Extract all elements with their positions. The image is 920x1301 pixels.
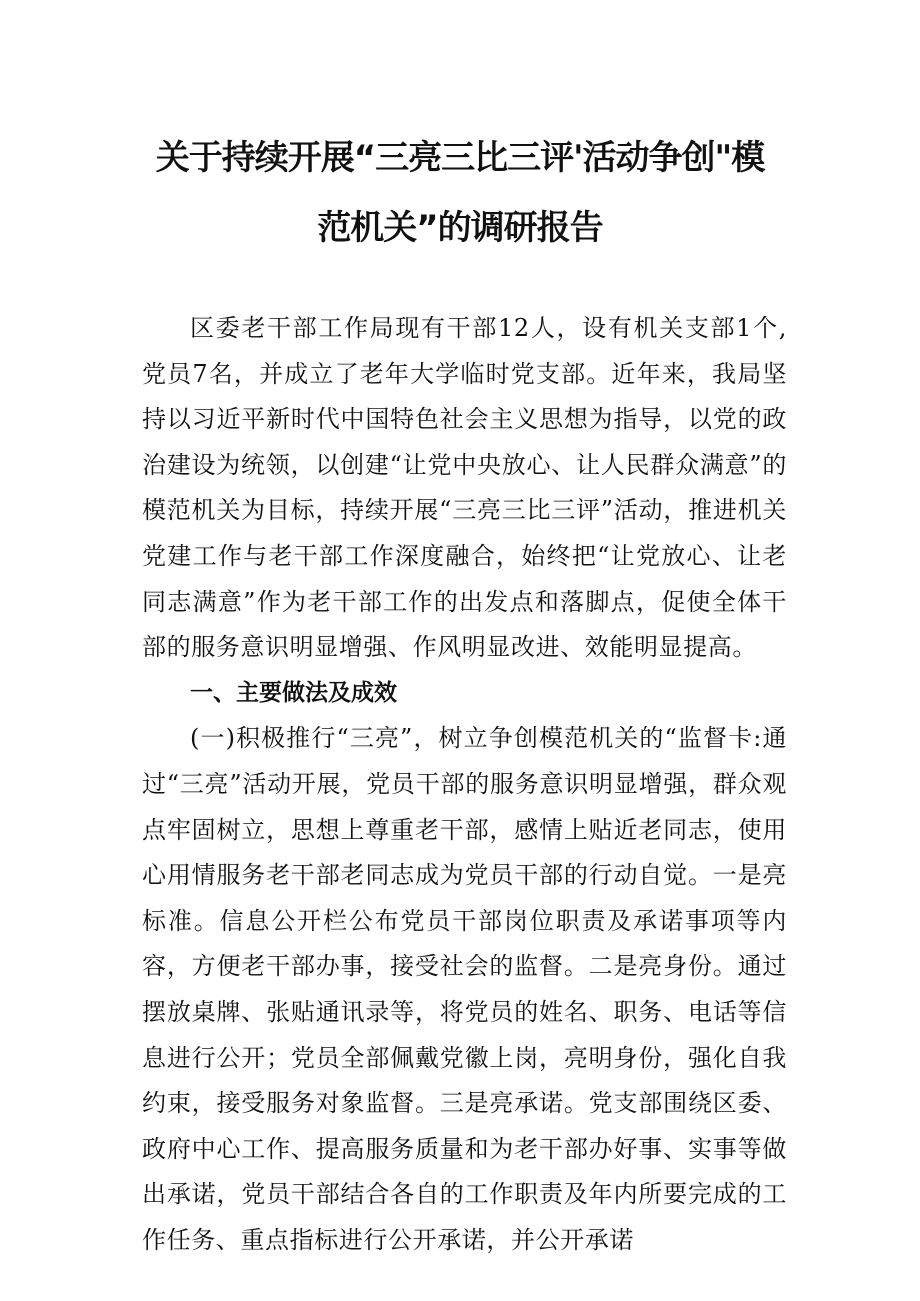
section-heading: 一、主要做法及成效	[190, 679, 397, 706]
section-paragraph: (一)积极推行“三亮”，树立争创模范机关的“监督卡:通过“三亮”活动开展，党员干部的服务意识明显增强，群众观点牢固树立，思想上尊重老干部，感情上贴近老同志，使用心用情服务老干部老同志成为党员干部的行动自觉。一是亮标准。信息公开栏公布党员干部岗位职责及承诺事项等内容，方便老干部办事，接受社会的监督。二是亮身份。通过摆放桌牌、张贴通讯录等，将党员的姓名、职务、电话等信息进行公开；党员全部佩戴党徽上岗，亮明身份，强化自我约束，接受服务对象监督。三是亮承诺。党支部围绕区委、政府中心工作、提高服务质量和为老干部办好事、实事等做出承诺，党员干部结合各自的工作职责及年内所要完成的工作任务、重点指标进行公开承诺，并公开承诺	[142, 724, 787, 1254]
intro-paragraph: 区委老干部工作局现有干部12人，设有机关支部1个,党员7名，并成立了老年大学临时党支部。近年来，我局坚持以习近平新时代中国特色社会主义思想为指导，以党的政治建设为统领，以创建“让党中央放心、让人民群众满意”的模范机关为目标，持续开展“三亮三比三评”活动，推进机关党建工作与老干部工作深度融合，始终把“让党放心、让老同志满意”作为老干部工作的出发点和落脚点，促使全体干部的服务意识明显增强、作风明显改进、效能明显提高。	[142, 314, 787, 662]
document-title-line-2: 范机关”的调研报告	[317, 208, 603, 248]
document-title-line-1: 关于持续开展“三亮三比三评'活动争创"模	[155, 138, 765, 178]
document-body	[142, 306, 787, 1263]
